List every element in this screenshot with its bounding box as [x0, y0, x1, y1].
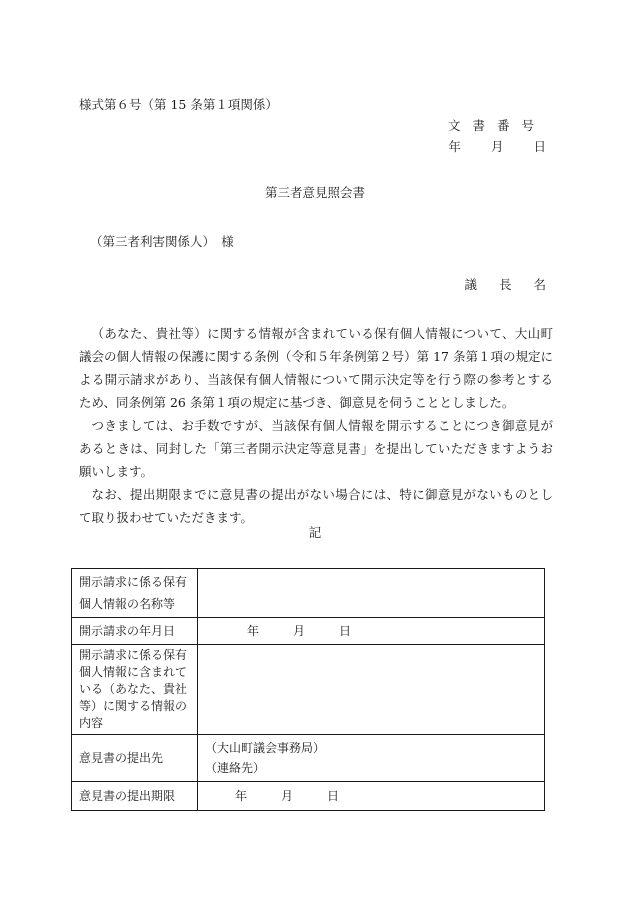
form-number: 様式第６号（第 15 条第１項関係）: [79, 97, 278, 112]
document-number: 文書番号: [447, 118, 546, 133]
row-value-info-name[interactable]: [198, 569, 545, 618]
deadline-month: 月: [281, 788, 294, 803]
deadline-year: 年: [235, 788, 248, 803]
request-day: 日: [339, 623, 352, 638]
row-value-info-content[interactable]: [198, 645, 545, 735]
addressee: （第三者利害関係人） 様: [90, 234, 234, 249]
date-day: 日: [533, 139, 546, 154]
row-label-submit-to: 意見書の提出先: [72, 735, 198, 782]
ki-heading: 記: [308, 525, 322, 540]
sender-char-2: 長: [498, 277, 512, 292]
body-paragraph-2: つきましては、お手数ですが、当該保有個人情報を開示することにつき御意見があるときは、同封した「第三者開示決定等意見書」を提出していただきますようお願いします。: [79, 418, 553, 479]
date-year: 年: [448, 139, 462, 154]
row-label-deadline: 意見書の提出期限: [72, 782, 198, 811]
row-value-deadline[interactable]: [198, 782, 545, 811]
document-title: 第三者意見照会書: [264, 185, 365, 200]
table-row: [72, 618, 545, 645]
row-label-line: 開示請求に係る保有: [79, 575, 188, 589]
document-date: [449, 141, 546, 154]
row-label-line: 個人情報の名称等: [79, 597, 176, 611]
sender-char-3: 名: [533, 277, 546, 292]
table-row: [72, 735, 545, 782]
body-text: [79, 322, 553, 529]
deadline-day: 日: [327, 788, 340, 803]
row-label-info-content: 開示請求に係る保有個人情報に含まれている（あなた、貴社等）に関する情報の内容: [72, 645, 198, 735]
table-row: [72, 782, 545, 811]
row-value-request-date[interactable]: [198, 618, 545, 645]
body-paragraph-1: （あなた、貴社等）に関する情報が含まれている保有個人情報について、大山町議会の個人情報の保護に関する条例（令和５年条例第２号）第 17 条第１項の規定による開示請求があり、当該保有個人情報について開示決定等を行う際の参考とするため、同条例第 26 条第１項の規定に基づき、御意見を伺うこととしました。: [79, 326, 553, 410]
body-paragraph-3: なお、提出期限までに意見書の提出がない場合には、特に御意見がないものとして取り扱わせていただきます。: [79, 487, 553, 525]
row-value-submit-to[interactable]: [198, 735, 545, 782]
table-row: [72, 569, 545, 618]
submit-contact: （連絡先）: [205, 761, 266, 775]
date-month: 月: [491, 139, 504, 154]
row-label-request-date: 開示請求の年月日: [72, 618, 198, 645]
submit-office: （大山町議会事務局）: [205, 741, 326, 755]
request-year: 年: [247, 623, 260, 638]
sender-char-1: 議: [464, 277, 477, 292]
table-row: [72, 645, 545, 735]
request-month: 月: [293, 623, 306, 638]
sender-name: [464, 279, 546, 292]
row-label-info-name: [72, 569, 198, 618]
info-table: [71, 568, 545, 811]
